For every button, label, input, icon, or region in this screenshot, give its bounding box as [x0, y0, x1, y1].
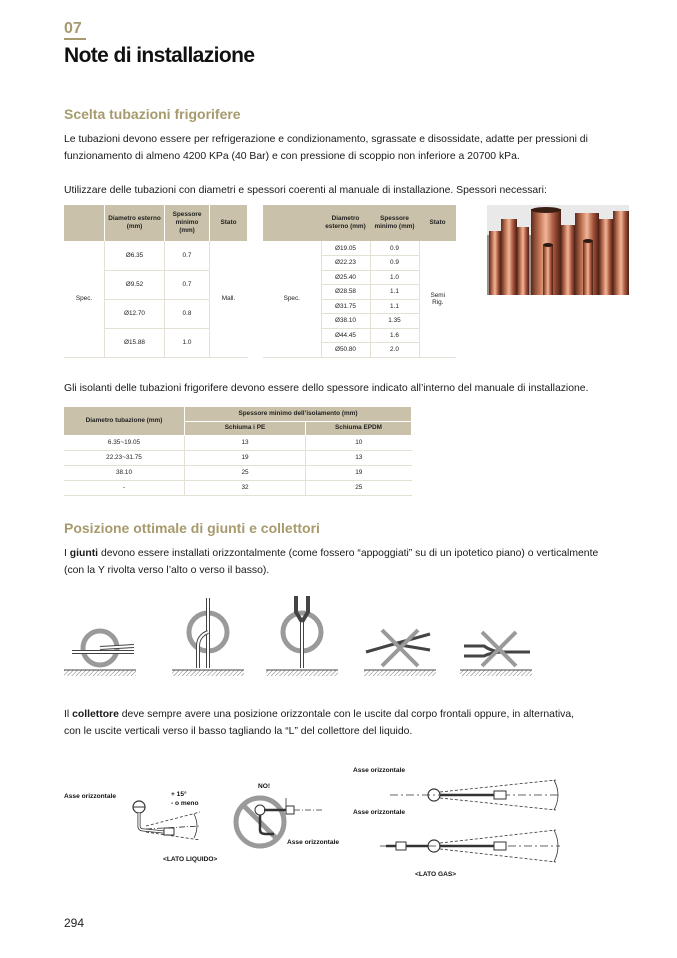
state-line: Semi	[430, 291, 446, 299]
table-cell: 1.1	[370, 299, 419, 314]
table-insulation	[64, 407, 412, 496]
table-cell: Ø9.52	[105, 270, 165, 299]
table-cell: 38.10	[64, 465, 185, 480]
chapter-number: 07	[64, 20, 82, 37]
table-cell: 19	[306, 465, 412, 480]
table-large-diameters	[263, 205, 456, 358]
table-header-group: Spessore minimo dell’isolamento (mm)	[185, 407, 412, 421]
table-cell: 2.0	[370, 343, 419, 358]
joint-vertical-ok-1	[189, 598, 227, 668]
table-header-thickness: Spessore minimo (mm)	[370, 205, 419, 241]
joint-vertical-ok-2	[283, 596, 321, 668]
label-lato-liquido: <LATO LIQUIDO>	[163, 856, 218, 863]
table-cell: Ø19.05	[321, 241, 370, 256]
joint-wrong-1	[366, 630, 430, 666]
label-no: NO!	[258, 783, 271, 790]
bold-term-joints: giunti	[69, 548, 99, 559]
table-cell: Ø28.58	[321, 285, 370, 300]
text-run: I	[64, 548, 70, 559]
paragraph-line: (con la Y rivolta verso l’alto o verso il basso).	[64, 565, 270, 576]
table-cell: 25	[306, 480, 412, 495]
label-minus-meno: - o meno	[171, 800, 199, 807]
label-lato-gas: <LATO GAS>	[415, 871, 457, 878]
table-header-state: Stato	[210, 205, 248, 241]
label-asse-mid: Asse orizzontale	[287, 839, 340, 846]
joint-orientation-diagrams	[64, 590, 534, 682]
table-cell: 19	[185, 450, 306, 465]
copper-pipes-photo	[487, 205, 629, 295]
page-number: 294	[64, 916, 85, 930]
table-small-diameters	[64, 205, 248, 358]
table-cell: 1.6	[370, 328, 419, 343]
table-cell: Ø38.10	[321, 314, 370, 329]
table-header-outer: Diametro esterno (mm)	[105, 205, 165, 241]
table-cell: 10	[306, 435, 412, 450]
paragraph-line: funzionamento di almeno 4200 KPa (40 Bar) e con pressione di scoppio non inferiore a 20700 kPa.	[64, 151, 520, 162]
chapter-underline	[64, 38, 86, 40]
table-cell: 32	[185, 480, 306, 495]
table-cell: Ø31.75	[321, 299, 370, 314]
bold-term-manifold: collettore	[72, 709, 119, 720]
table-cell: Ø15.88	[105, 328, 165, 357]
paragraph-line	[64, 706, 574, 723]
table-cell: Ø50.80	[321, 343, 370, 358]
state-line: Rig.	[432, 298, 444, 306]
table-header-outer: Diametro esterno (mm)	[321, 205, 370, 241]
table-cell: Ø6.35	[105, 241, 165, 270]
table-header-pe: Schiuma i PE	[185, 421, 306, 435]
table-cell: 0.7	[165, 270, 210, 299]
paragraph-pipes	[64, 131, 588, 165]
table-cell: Ø44.45	[321, 328, 370, 343]
paragraph-line: con le uscite verticali verso il basso tagliando la “L” del collettore del liquido.	[64, 726, 413, 737]
label-plus-15: + 15°	[171, 791, 187, 798]
manifold-diagrams	[60, 760, 572, 884]
table-cell: 1.0	[165, 328, 210, 357]
text-run: devono essere installati orizzontalmente (come fossero “appoggiati” su di un ipotetico piano) o verticalmente	[98, 548, 599, 559]
manifold-gas-side-top	[390, 780, 560, 810]
table-cell: 25	[185, 465, 306, 480]
table-row-label: Spec.	[64, 241, 105, 357]
table-cell: 13	[185, 435, 306, 450]
table-cell: 0.9	[370, 241, 419, 256]
table-cell: 0.9	[370, 256, 419, 271]
paragraph-manifold	[64, 706, 574, 740]
text-run: deve sempre avere una posizione orizzontale con le uscite dal corpo frontali oppure, in alternativa,	[118, 709, 575, 720]
paragraph-insulation: Gli isolanti delle tubazioni frigorifere devono essere dello spessore indicato all’interno del manuale di installazione.	[64, 383, 589, 394]
table-header-epdm: Schiuma EPDM	[306, 421, 412, 435]
table-cell-state: Mall.	[210, 241, 248, 357]
paragraph-line	[64, 545, 598, 562]
table-row-label: Spec.	[263, 241, 321, 357]
table-header-thickness: Spessore minimo (mm)	[165, 205, 210, 241]
table-header-empty	[64, 205, 105, 241]
table-cell: 22.23~31.75	[64, 450, 185, 465]
table-header-state: Stato	[419, 205, 456, 241]
table-cell: Ø22.23	[321, 256, 370, 271]
table-cell: 1.1	[370, 285, 419, 300]
table-cell: -	[64, 480, 185, 495]
table-cell: 13	[306, 450, 412, 465]
joint-horizontal-ok	[72, 631, 134, 665]
paragraph-line: Le tubazioni devono essere per refrigerazione e condizionamento, sgrassate e disossidate, adatte per pressioni di	[64, 134, 588, 145]
table-cell: Ø12.70	[105, 299, 165, 328]
table-header-diameter: Diametro tubazione (mm)	[64, 407, 185, 435]
joint-wrong-2	[464, 632, 530, 666]
section-heading-pipes: Scelta tubazioni frigorifere	[64, 106, 241, 122]
table-cell: 1.35	[370, 314, 419, 329]
copper-pipe-group	[489, 207, 629, 295]
ground-strips	[64, 670, 532, 676]
label-asse-right-bottom: Asse orizzontale	[353, 809, 406, 816]
page-title: Note di installazione	[64, 44, 255, 67]
manifold-gas-side-bottom	[380, 830, 560, 862]
label-asse-left: Asse orizzontale	[64, 793, 117, 800]
paragraph-diameters: Utilizzare delle tubazioni con diametri e spessori coerenti al manuale di installazione. Spessori necessari:	[64, 185, 547, 196]
label-asse-right-top: Asse orizzontale	[353, 767, 406, 774]
table-cell: 1.0	[370, 270, 419, 285]
text-run: Il	[64, 709, 73, 720]
table-cell: 6.35~19.05	[64, 435, 185, 450]
table-cell: Ø25.40	[321, 270, 370, 285]
section-heading-joints: Posizione ottimale di giunti e collettori	[64, 520, 320, 536]
paragraph-joints	[64, 545, 598, 579]
table-cell-state	[419, 241, 456, 357]
table-cell: 0.7	[165, 241, 210, 270]
table-header-empty	[263, 205, 321, 241]
table-cell: 0.8	[165, 299, 210, 328]
